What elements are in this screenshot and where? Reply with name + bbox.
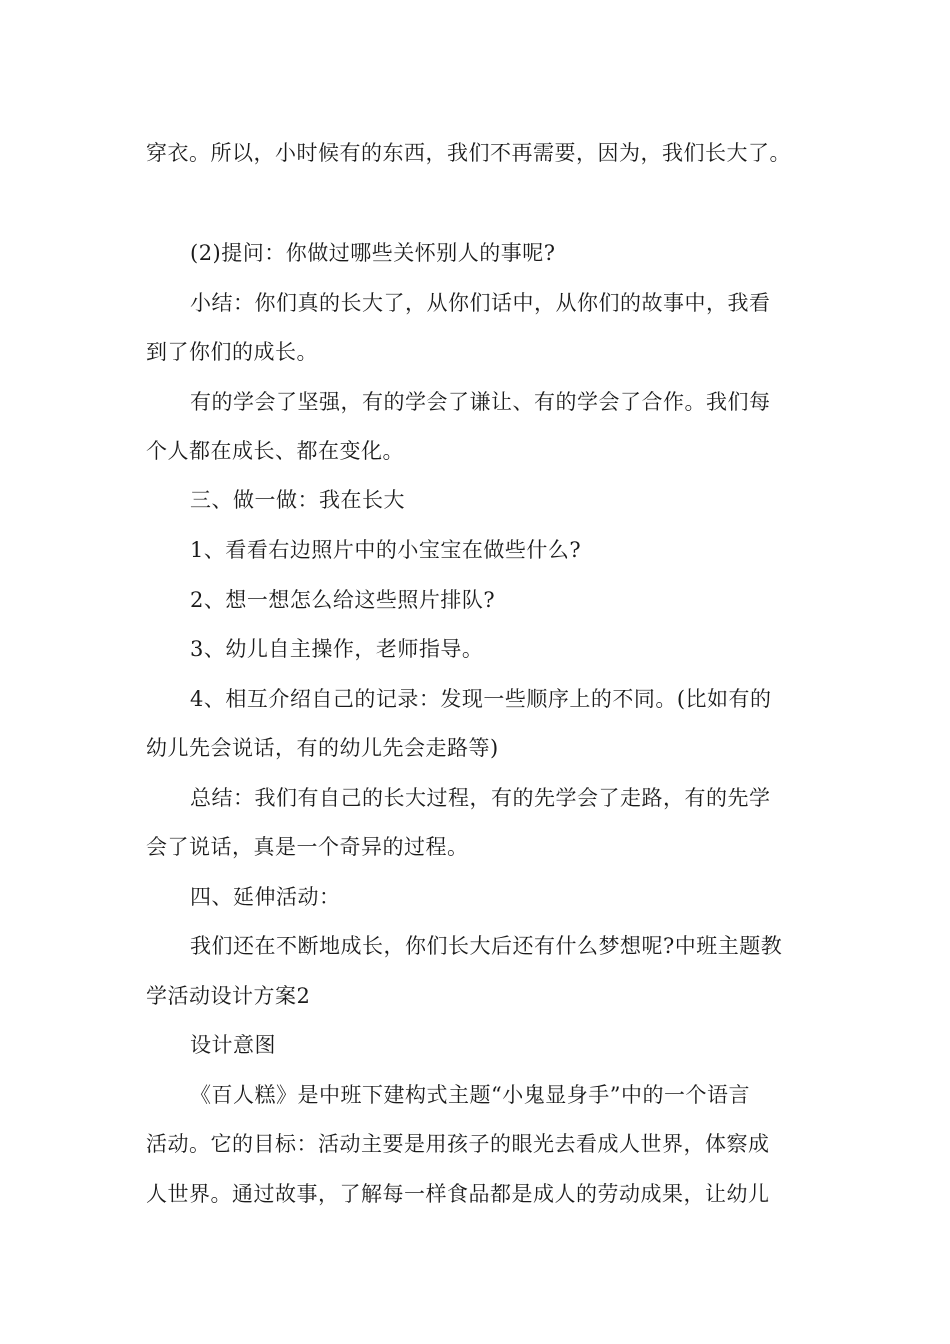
text-line: (2)提问：你做过哪些关怀别人的事呢? — [190, 241, 556, 265]
text-line: 有的学会了坚强，有的学会了谦让、有的学会了合作。我们每 — [190, 390, 771, 414]
text-line: 学活动设计方案2 — [146, 984, 311, 1008]
text-line: 个人都在成长、都在变化。 — [146, 439, 404, 463]
list-item: 1、看看右边照片中的小宝宝在做些什么? — [190, 538, 582, 562]
text-line: 小结：你们真的长大了，从你们话中，从你们的故事中，我看 — [190, 291, 771, 315]
text-line: 会了说话，真是一个奇异的过程。 — [146, 835, 469, 859]
text-line: 幼儿先会说话，有的幼儿先会走路等) — [146, 736, 499, 760]
text-line: 总结：我们有自己的长大过程，有的先学会了走路，有的先学 — [190, 786, 771, 810]
text-line: 人世界。通过故事，了解每一样食品都是成人的劳动成果，让幼儿 — [146, 1182, 770, 1206]
list-item: 4、相互介绍自己的记录：发现一些顺序上的不同。(比如有的 — [190, 687, 772, 711]
list-item: 2、想一想怎么给这些照片排队? — [190, 588, 496, 612]
section-heading: 四、延伸活动： — [190, 885, 341, 909]
text-line: 活动。它的目标：活动主要是用孩子的眼光去看成人世界，体察成 — [146, 1132, 770, 1156]
section-heading: 设计意图 — [190, 1033, 276, 1057]
section-heading: 三、做一做：我在长大 — [190, 488, 405, 512]
list-item: 3、幼儿自主操作，老师指导。 — [190, 637, 484, 661]
text-line: 《百人糕》是中班下建构式主题“小鬼显身手”中的一个语言 — [190, 1083, 750, 1107]
text-line: 我们还在不断地成长，你们长大后还有什么梦想呢?中班主题教 — [190, 934, 783, 958]
text-line: 穿衣。所以，小时候有的东西，我们不再需要，因为，我们长大了。 — [146, 141, 791, 165]
text-line: 到了你们的成长。 — [146, 340, 318, 364]
